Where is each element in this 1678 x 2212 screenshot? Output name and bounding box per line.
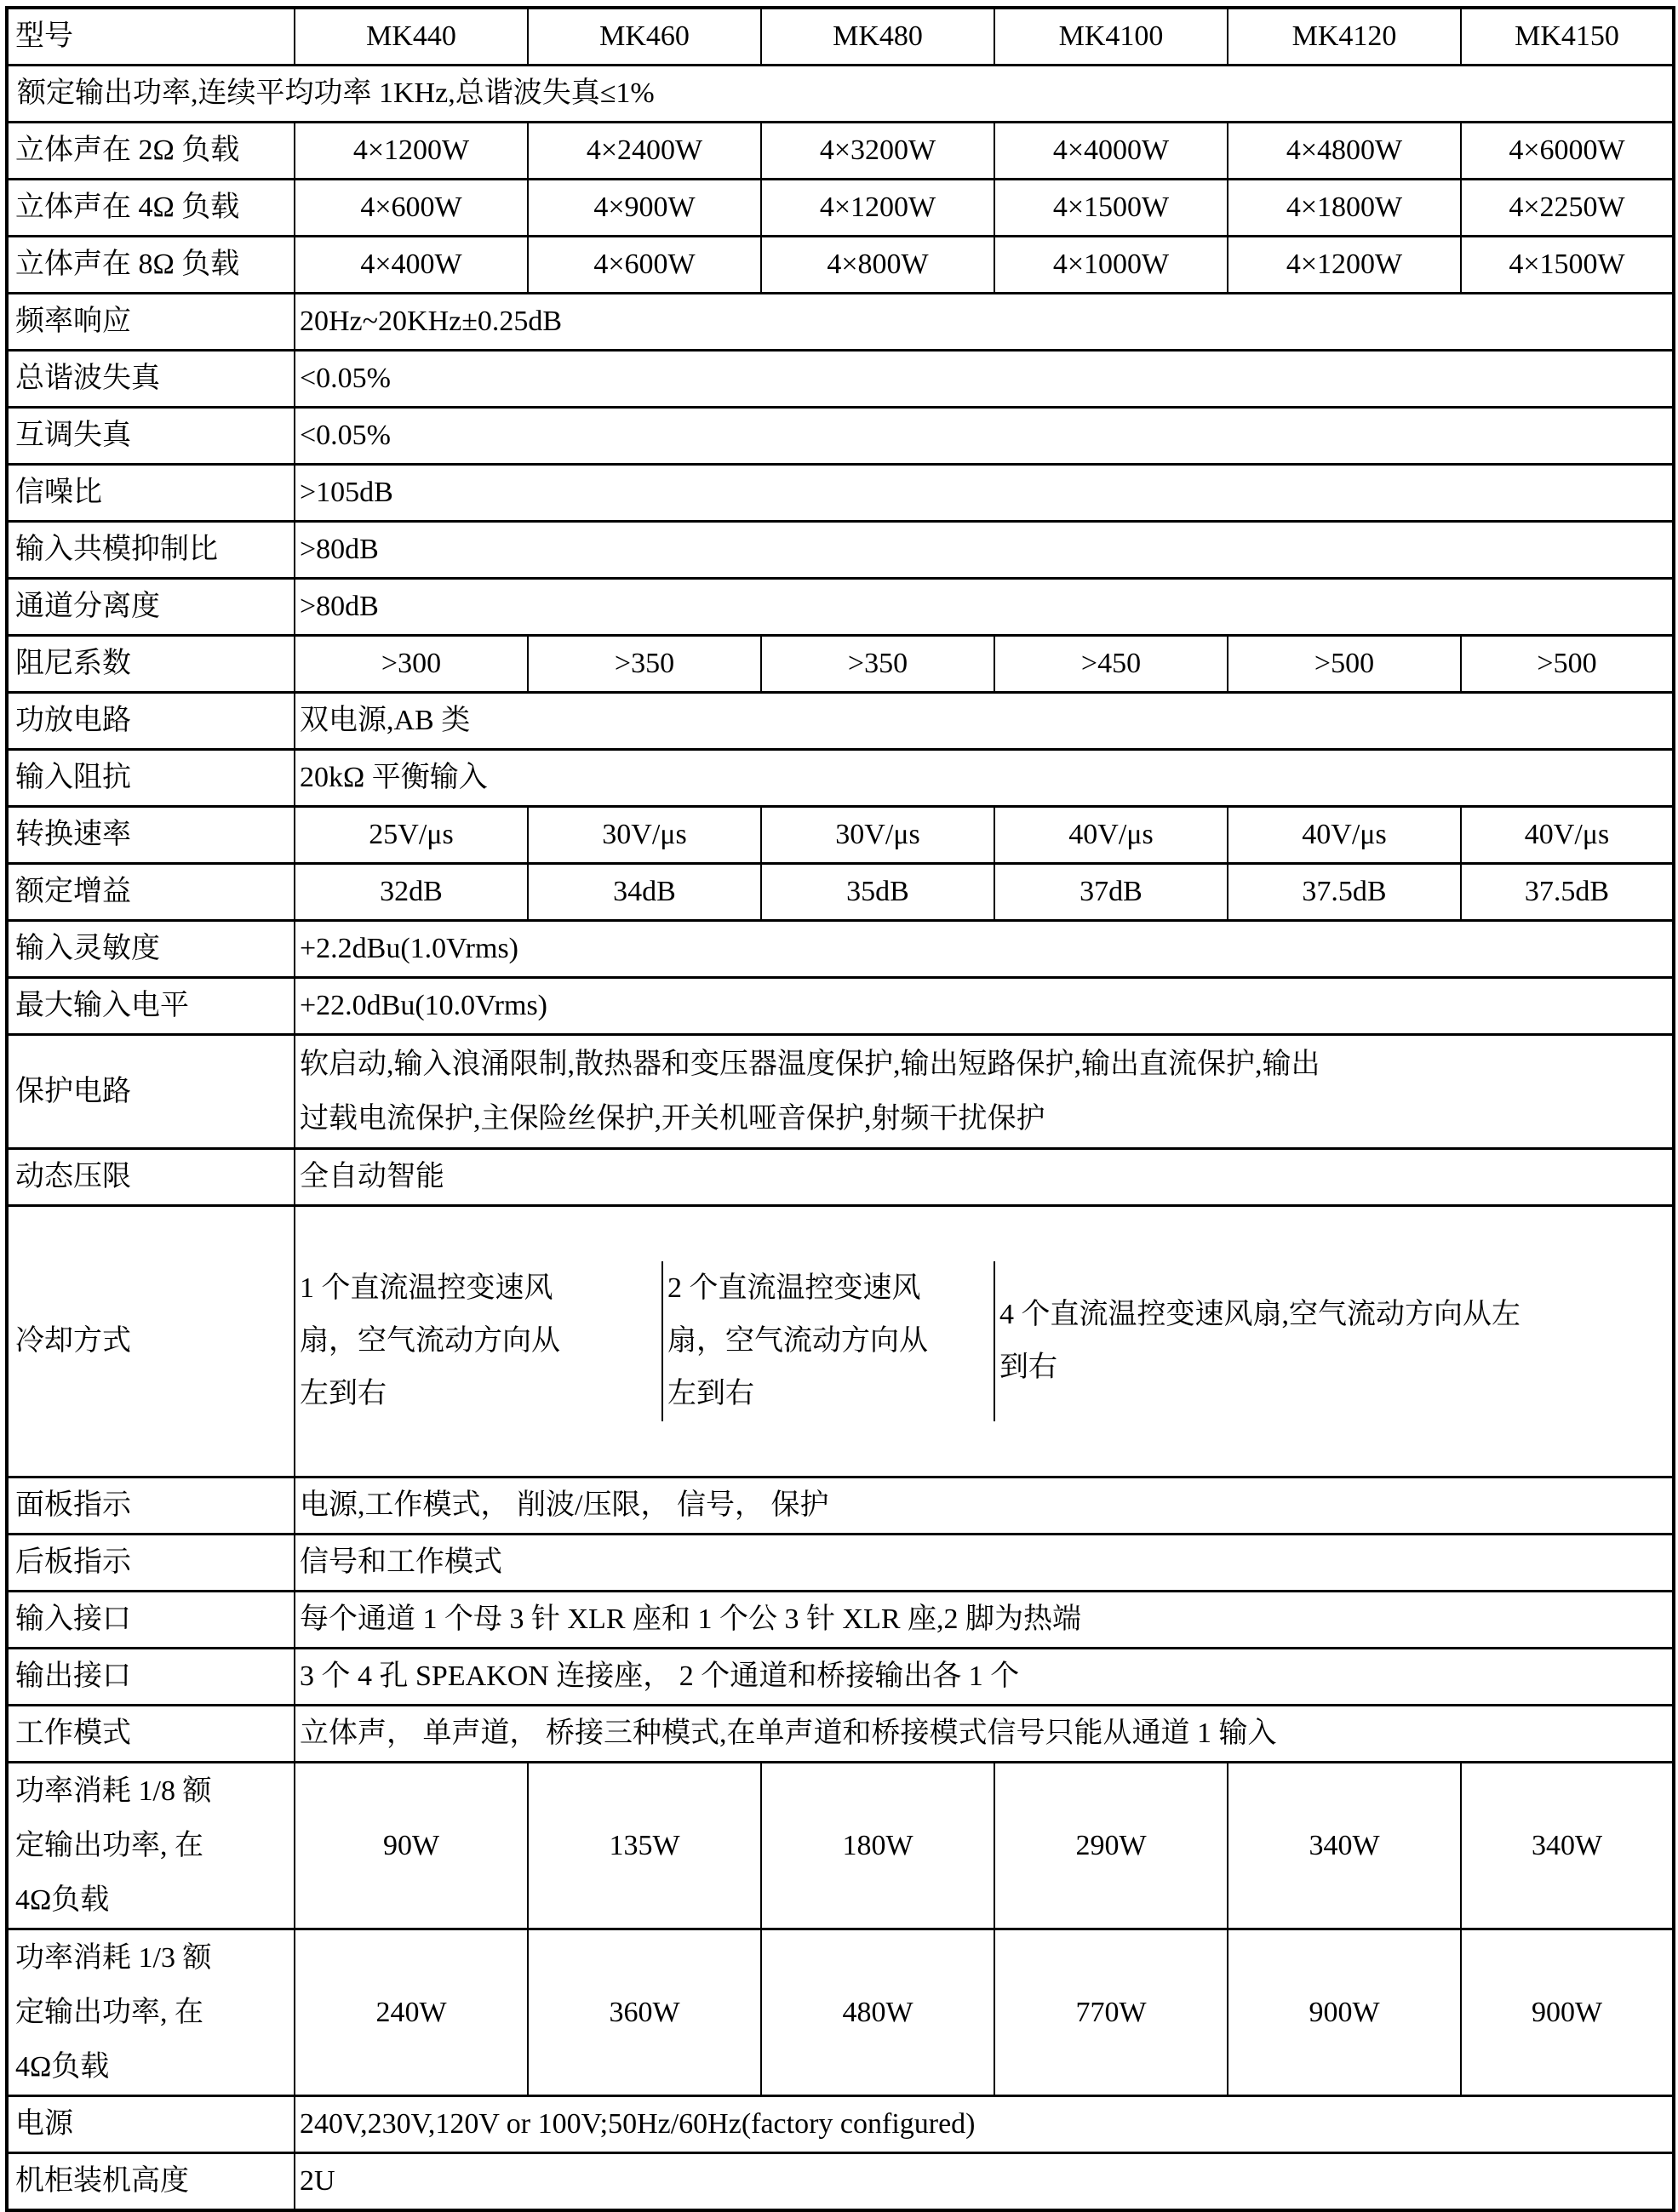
row-dynamic-limiter bbox=[7, 1149, 1674, 1206]
row-snr bbox=[7, 465, 1674, 522]
cooling-cells bbox=[295, 1206, 1674, 1478]
row-label: 立体声在 8Ω 负载 bbox=[7, 237, 295, 294]
span-value-cell: >105dB bbox=[295, 465, 1674, 522]
value-cell: >500 bbox=[1461, 636, 1674, 693]
row-frequency-response bbox=[7, 294, 1674, 351]
value-cell: 4×2400W bbox=[528, 123, 761, 180]
row-label: 立体声在 2Ω 负载 bbox=[7, 123, 295, 180]
row-label: 输出接口 bbox=[7, 1649, 295, 1706]
row-label: 通道分离度 bbox=[7, 579, 295, 636]
value-cell: 25V/μs bbox=[295, 807, 528, 864]
row-power-consumption-1-3 bbox=[7, 1929, 1674, 2096]
value-cell: 290W bbox=[994, 1763, 1228, 1929]
row-input-impedance bbox=[7, 750, 1674, 807]
value-cell: 4×4800W bbox=[1228, 123, 1461, 180]
row-label: 冷却方式 bbox=[7, 1206, 295, 1478]
value-cell: >350 bbox=[761, 636, 994, 693]
row-slew-rate bbox=[7, 807, 1674, 864]
value-cell: 135W bbox=[528, 1763, 761, 1929]
row-stereo-2ohm bbox=[7, 123, 1674, 180]
row-rated-output-note bbox=[7, 66, 1674, 123]
row-label: 总谐波失真 bbox=[7, 351, 295, 408]
row-input-sensitivity bbox=[7, 921, 1674, 978]
cooling-cell-3: 4 个直流温控变速风扇,空气流动方向从左 到右 bbox=[999, 1299, 1521, 1383]
value-cell: MK4150 bbox=[1461, 8, 1674, 66]
row-damping-factor bbox=[7, 636, 1674, 693]
row-operating-modes bbox=[7, 1706, 1674, 1763]
row-label: 功率消耗 1/8 额 定输出功率, 在 4Ω负载 bbox=[7, 1763, 295, 1929]
row-label: 动态压限 bbox=[7, 1149, 295, 1206]
row-thd bbox=[7, 351, 1674, 408]
row-label: 最大输入电平 bbox=[7, 978, 295, 1035]
value-cell: 4×600W bbox=[528, 237, 761, 294]
row-rated-gain bbox=[7, 864, 1674, 921]
row-stereo-8ohm bbox=[7, 237, 1674, 294]
span-value-cell: 立体声， 单声道， 桥接三种模式,在单声道和桥接模式信号只能从通道 1 输入 bbox=[295, 1706, 1674, 1763]
row-power-supply bbox=[7, 2096, 1674, 2153]
span-value-cell: >80dB bbox=[295, 579, 1674, 636]
value-cell: 37.5dB bbox=[1228, 864, 1461, 921]
row-model bbox=[7, 8, 1674, 66]
span-value-cell: +2.2dBu(1.0Vrms) bbox=[295, 921, 1674, 978]
row-input-connectors bbox=[7, 1592, 1674, 1649]
span-value-cell: <0.05% bbox=[295, 408, 1674, 465]
value-cell: 40V/μs bbox=[994, 807, 1228, 864]
value-cell: >350 bbox=[528, 636, 761, 693]
value-cell: 4×3200W bbox=[761, 123, 994, 180]
row-label: 互调失真 bbox=[7, 408, 295, 465]
value-cell: 4×800W bbox=[761, 237, 994, 294]
row-label: 输入接口 bbox=[7, 1592, 295, 1649]
value-cell: 4×2250W bbox=[1461, 180, 1674, 237]
row-label: 工作模式 bbox=[7, 1706, 295, 1763]
row-rear-panel-indicators bbox=[7, 1535, 1674, 1592]
row-label: 输入灵敏度 bbox=[7, 921, 295, 978]
value-cell: 4×1800W bbox=[1228, 180, 1461, 237]
row-cooling bbox=[7, 1206, 1674, 1478]
row-channel-separation bbox=[7, 579, 1674, 636]
row-cmrr bbox=[7, 522, 1674, 579]
value-cell: 340W bbox=[1461, 1763, 1674, 1929]
span-value-cell: >80dB bbox=[295, 522, 1674, 579]
value-cell: 37dB bbox=[994, 864, 1228, 921]
span-value-cell: 3 个 4 孔 SPEAKON 连接座， 2 个通道和桥接输出各 1 个 bbox=[295, 1649, 1674, 1706]
value-cell: MK480 bbox=[761, 8, 994, 66]
row-label: 阻尼系数 bbox=[7, 636, 295, 693]
value-cell: 35dB bbox=[761, 864, 994, 921]
row-front-panel-indicators bbox=[7, 1478, 1674, 1535]
value-cell: MK4100 bbox=[994, 8, 1228, 66]
row-output-connectors bbox=[7, 1649, 1674, 1706]
cooling-cell-1: 1 个直流温控变速风 扇，空气流动方向从 左到右 bbox=[295, 1261, 663, 1421]
value-cell: 4×400W bbox=[295, 237, 528, 294]
value-cell: 4×4000W bbox=[994, 123, 1228, 180]
row-label: 面板指示 bbox=[7, 1478, 295, 1535]
row-power-consumption-1-8 bbox=[7, 1763, 1674, 1929]
value-cell: >450 bbox=[994, 636, 1228, 693]
value-cell: 240W bbox=[295, 1929, 528, 2096]
cooling-cells-wrap bbox=[295, 1261, 1672, 1421]
value-cell: 37.5dB bbox=[1461, 864, 1674, 921]
cooling-cell-2: 2 个直流温控变速风 扇，空气流动方向从 左到右 bbox=[663, 1261, 995, 1421]
value-cell: 32dB bbox=[295, 864, 528, 921]
span-value-cell: 2U bbox=[295, 2153, 1674, 2211]
span-value-cell: <0.05% bbox=[295, 351, 1674, 408]
value-cell: MK460 bbox=[528, 8, 761, 66]
value-cell: 90W bbox=[295, 1763, 528, 1929]
value-cell: 360W bbox=[528, 1929, 761, 2096]
value-cell: 4×1200W bbox=[761, 180, 994, 237]
row-label: 后板指示 bbox=[7, 1535, 295, 1592]
row-stereo-4ohm bbox=[7, 180, 1674, 237]
value-cell: >300 bbox=[295, 636, 528, 693]
value-cell: MK440 bbox=[295, 8, 528, 66]
row-label: 频率响应 bbox=[7, 294, 295, 351]
span-value-cell: 双电源,AB 类 bbox=[295, 693, 1674, 750]
value-cell: MK4120 bbox=[1228, 8, 1461, 66]
value-cell: 900W bbox=[1228, 1929, 1461, 2096]
row-label: 立体声在 4Ω 负载 bbox=[7, 180, 295, 237]
row-label: 输入阻抗 bbox=[7, 750, 295, 807]
span-value-cell: 20kΩ 平衡输入 bbox=[295, 750, 1674, 807]
row-label: 输入共模抑制比 bbox=[7, 522, 295, 579]
span-value-cell: 信号和工作模式 bbox=[295, 1535, 1674, 1592]
value-cell: 4×1200W bbox=[295, 123, 528, 180]
value-cell: 180W bbox=[761, 1763, 994, 1929]
value-cell: 4×1500W bbox=[1461, 237, 1674, 294]
value-cell: 4×900W bbox=[528, 180, 761, 237]
value-cell: 34dB bbox=[528, 864, 761, 921]
row-label: 保护电路 bbox=[7, 1035, 295, 1149]
value-cell: >500 bbox=[1228, 636, 1461, 693]
row-label: 转换速率 bbox=[7, 807, 295, 864]
row-imd bbox=[7, 408, 1674, 465]
row-rack-height bbox=[7, 2153, 1674, 2211]
value-cell: 30V/μs bbox=[761, 807, 994, 864]
span-value-cell: 每个通道 1 个母 3 针 XLR 座和 1 个公 3 针 XLR 座,2 脚为热端 bbox=[295, 1592, 1674, 1649]
value-cell: 4×6000W bbox=[1461, 123, 1674, 180]
value-cell: 30V/μs bbox=[528, 807, 761, 864]
span-value-cell: 全自动智能 bbox=[295, 1149, 1674, 1206]
span-value-cell: 240V,230V,120V or 100V;50Hz/60Hz(factory configured) bbox=[295, 2096, 1674, 2153]
value-cell: 770W bbox=[994, 1929, 1228, 2096]
value-cell: 40V/μs bbox=[1461, 807, 1674, 864]
row-amp-circuit bbox=[7, 693, 1674, 750]
span-value-cell: 电源,工作模式， 削波/压限， 信号， 保护 bbox=[295, 1478, 1674, 1535]
value-cell: 4×600W bbox=[295, 180, 528, 237]
value-cell: 900W bbox=[1461, 1929, 1674, 2096]
value-cell: 4×1500W bbox=[994, 180, 1228, 237]
span-value-cell: 软启动,输入浪涌限制,散热器和变压器温度保护,输出短路保护,输出直流保护,输出 过载电流保护,主保险丝保护,开关机哑音保护,射频干扰保护 bbox=[295, 1035, 1674, 1149]
row-label: 功率消耗 1/3 额 定输出功率, 在 4Ω负载 bbox=[7, 1929, 295, 2096]
value-cell: 480W bbox=[761, 1929, 994, 2096]
span-value-cell: 20Hz~20KHz±0.25dB bbox=[295, 294, 1674, 351]
row-max-input-level bbox=[7, 978, 1674, 1035]
value-cell: 340W bbox=[1228, 1763, 1461, 1929]
row-protection bbox=[7, 1035, 1674, 1149]
row-label: 电源 bbox=[7, 2096, 295, 2153]
row-label: 额定增益 bbox=[7, 864, 295, 921]
row-label: 型号 bbox=[7, 8, 295, 66]
row-label: 机柜装机高度 bbox=[7, 2153, 295, 2211]
value-cell: 40V/μs bbox=[1228, 807, 1461, 864]
span-value-cell: +22.0dBu(10.0Vrms) bbox=[295, 978, 1674, 1035]
row-label: 信噪比 bbox=[7, 465, 295, 522]
full-span-cell: 额定输出功率,连续平均功率 1KHz,总谐波失真≤1% bbox=[7, 66, 1674, 123]
row-label: 功放电路 bbox=[7, 693, 295, 750]
value-cell: 4×1200W bbox=[1228, 237, 1461, 294]
value-cell: 4×1000W bbox=[994, 237, 1228, 294]
amplifier-spec-table bbox=[5, 6, 1675, 2212]
